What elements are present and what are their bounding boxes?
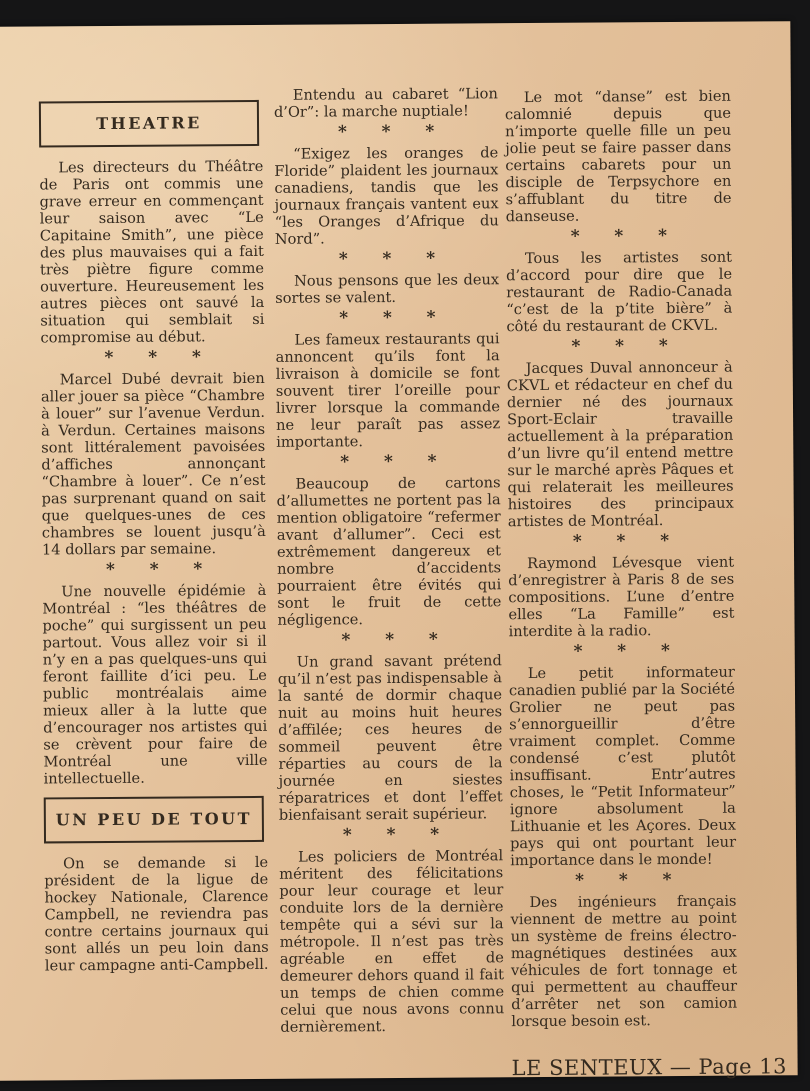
article-paragraph: Les policiers de Montréal méritent des félicitations pour leur courage et leur conduite lors de la dernière tempête qui a sévi sur la métropole. Il n’est pas très agréable en effet de demeurer dehors quand il fait un temps de chien comme celui que nous avons connu dernièrement.: [279, 847, 505, 1036]
star-separator: * * *: [571, 336, 668, 357]
article-paragraph: Un grand savant prétend qu’il n’est pas indispensable à la santé de dormir chaque nuit au moins huit heures d’affilée; ces heures de sommeil peuvent être réparties au cours de la journée en siestes réparatrices et dont l’effet bienfaisant serait supérieur.: [277, 652, 503, 824]
page-footer: LE SENTEUX — Page 13: [511, 1054, 788, 1081]
star-separator: * * *: [570, 226, 668, 247]
star-separator: * * *: [342, 824, 440, 846]
article-paragraph: Jacques Duval annonceur à CKVL et rédacteur en chef du dernier né des journaux Sport-Eclair travaille actuellement à la préparation d’un livre qu’il entend mettre sur le marché après Pâques et qui relaterait les meilleures histoires des principaux artistes de Montréal.: [506, 358, 734, 531]
article-paragraph: Des ingénieurs français viennent de mettre au point un système de freins électro-magnétiques destinées aux véhicules de fort tonnage et qui permettent au chauffeur d’arrêter net son camion lorsque besoin est.: [510, 892, 738, 1031]
column-center: [274, 85, 505, 1036]
article-paragraph: Les directeurs du Théâtre de Paris ont commis une grave erreur en commençant leur saison avec “Le Capitaine Smith”, une pièce des plus mauvaises qui a fait très piètre figure comme ouverture. Heureusement les autres pièces ont sauvé la situation qui semblait si compromise au début.: [39, 157, 265, 347]
star-separator: * * *: [573, 641, 670, 662]
article-paragraph: Le petit informateur canadien publié par la Société Grolier ne peut pas s’ennorgueillir d’être vraiment complet. Comme condensé c’est plutôt insuffisant. Entr’autres choses, le “Petit Informateur” ignore absolument la Lithuanie et les Açores. Deux pays qui ont pourtant leur importance dans le monde!: [508, 663, 737, 870]
article-paragraph: Tous les artistes sont d’accord pour dire que le restaurant de Radio-Canada “c’est de la p’tite bière” à côté du restaurant de CKVL.: [506, 248, 733, 336]
article-paragraph: On se demande si le président de la ligue de hockey Nationale, Clarence Campbell, ne reviendra pas contre certains journaux qui sont allés un peu loin dans leur campagne anti-Campbell.: [44, 853, 269, 975]
article-paragraph: Marcel Dubé devrait bien aller jouer sa pièce “Chambre à louer” sur l’avenue Verdun. à Verdun. Certaines maisons sont littéralement pavoisées d’affiches annonçant “Chambre à louer”. Ce n’est pas surprenant quand on sait que quelques-unes de ces chambres se louent jusqu’à 14 dollars par semaine.: [40, 369, 266, 559]
star-separator: * * *: [105, 559, 203, 581]
star-separator: * * *: [341, 629, 438, 651]
article-paragraph: Une nouvelle épidémie à Montréal : “les théâtres de poche” qui surgissent un peu partout. Vous allez voir si il n’y en a pas quelques-uns qui feront faillite d’ici peu. Le public montréalais aime mieux aller à la lutte que d’encourager nos artistes qui se crèvent pour faire de Montréal une ville intellectuelle.: [42, 581, 268, 788]
star-separator: * * *: [337, 121, 435, 143]
star-separator: * * *: [572, 531, 670, 552]
star-separator: * * *: [340, 451, 437, 473]
article-paragraph: Beaucoup de cartons d’allumettes ne portent pas la mention obligatoire “refermer avant d’allumer”. Ceci est extrêmement dangereux et nombre d’accidents pourraient être évités qui sont le fruit de cette négligence.: [276, 474, 502, 629]
star-separator: * * *: [575, 870, 672, 891]
section-heading-theatre: THEATRE: [39, 100, 259, 148]
column-left: [39, 100, 269, 975]
star-separator: * * *: [339, 307, 436, 329]
column-right: [504, 87, 788, 1081]
section-heading-un-peu-de-tout: UN PEU DE TOUT: [44, 796, 264, 844]
article-paragraph: Le mot “danse” est bien calomnié depuis que n’importe quelle fille un peu jolie peut se faire passer dans certains cabarets pour un disciple de Terpsychore en s’affublant du titre de danseuse.: [504, 87, 732, 226]
article-paragraph: Les fameux restaurants qui annoncent qu’ils font la livraison à domicile se font souvent tirer l’oreille pour livrer lorsque la commande ne leur paraît pas assez importante.: [275, 330, 501, 451]
article-paragraph: “Exigez les oranges de Floride” plaident les journaux canadiens, tandis que les journaux français vantent eux “les Oranges d’Afrique du Nord”.: [274, 144, 499, 248]
star-separator: * * *: [104, 347, 201, 369]
article-paragraph: Entendu au cabaret “Lion d’Or”: la marche nuptiale!: [273, 85, 498, 121]
newspaper-page: [0, 21, 798, 1081]
star-separator: * * *: [338, 248, 436, 270]
article-paragraph: Raymond Lévesque vient d’enregistrer à Paris 8 de ses compositions. L’une d’entre elles “La Famille” est interdite à la radio.: [508, 553, 735, 641]
article-paragraph: Nous pensons que les deux sortes se valent.: [275, 271, 500, 307]
